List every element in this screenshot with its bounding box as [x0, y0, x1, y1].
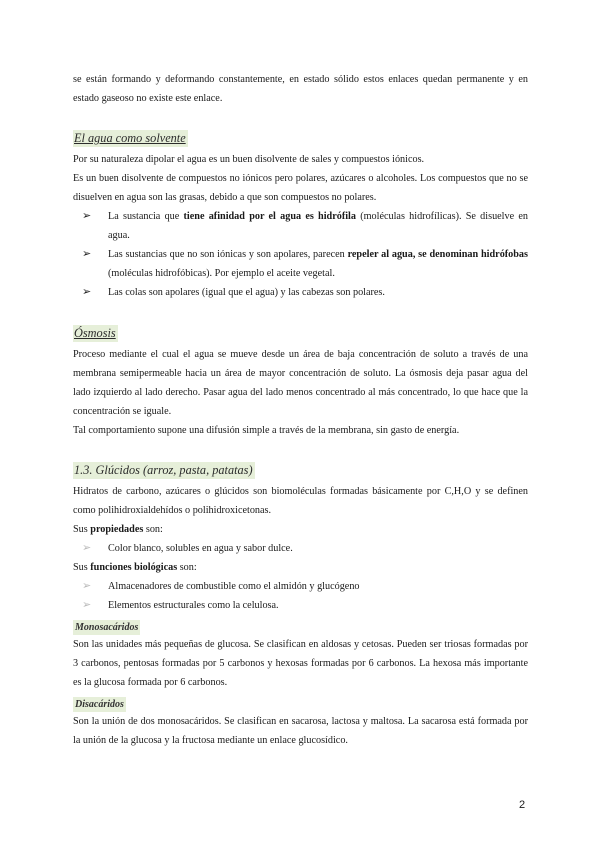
paragraph: Son las unidades más pequeñas de glucosa. Se clasifican en aldosas y cetosas. Pueden ser triosas formadas por 3 carbonos, pentosas formadas por 5 carbonos y hexosas formadas por 6 carbonos. La hexosa más importante es la glucosa formada por 6 carbonos.	[73, 639, 528, 688]
paragraph: Hidratos de carbono, azúcares o glúcidos son biomoléculas formadas básicamente por C,H,O y se definen como polihidroxialdehídos o polihidroxicetonas.	[73, 486, 528, 516]
list-item: ➢ Almacenadores de combustible como el almidón y glucógeno	[73, 577, 528, 596]
section-glucidos	[73, 461, 528, 479]
disacaridos-content	[73, 712, 528, 750]
arrow-bullet-icon: ➢	[82, 599, 92, 611]
intro-paragraph: se están formando y deformando constantemente, en estado sólido estos enlaces quedan permanente y en estado gaseoso no existe este enlace.	[73, 74, 528, 104]
subheading-disacaridos: Disacáridos	[75, 699, 124, 710]
list-item: ➢ Color blanco, solubles en agua y sabor dulce.	[73, 539, 528, 558]
monosacaridos-content	[73, 635, 528, 692]
osmosis-content	[73, 345, 528, 440]
section-osmosis	[73, 324, 528, 342]
arrow-bullet-icon: ➢	[82, 248, 92, 260]
list-item: ➢ La sustancia que tiene afinidad por el agua es hidrófila (moléculas hidrofílicas). Se disuelve en agua.	[73, 207, 528, 245]
paragraph: Sus funciones biológicas son:	[73, 562, 197, 573]
arrow-bullet-icon: ➢	[82, 542, 92, 554]
paragraph: Son la unión de dos monosacáridos. Se clasifican en sacarosa, lactosa y maltosa. La sacarosa está formada por la unión de la glucosa y la fructosa mediante un enlace glucosídico.	[73, 716, 528, 746]
list-item: ➢ Elementos estructurales como la celulosa.	[73, 596, 528, 615]
section-heading: El agua como solvente	[74, 131, 186, 145]
paragraph: Tal comportamiento supone una difusión simple a través de la membrana, sin gasto de energía.	[73, 425, 460, 436]
bullet-list	[73, 577, 528, 615]
section-agua-solvente	[73, 129, 528, 147]
bullet-list	[73, 207, 528, 302]
arrow-bullet-icon: ➢	[82, 286, 92, 298]
list-item: ➢ Las colas son apolares (igual que el agua) y las cabezas son polares.	[73, 283, 528, 302]
subheading-monosacaridos: Monosacáridos	[75, 622, 139, 633]
bullet-list	[73, 539, 528, 558]
agua-content	[73, 150, 528, 302]
list-item: ➢ Las sustancias que no son iónicas y son apolares, parecen repeler al agua, se denominan hidrófobas (moléculas hidrofóbicas). Por ejemplo el aceite vegetal.	[73, 245, 528, 283]
section-heading: 1.3. Glúcidos (arroz, pasta, patatas)	[74, 463, 253, 477]
arrow-bullet-icon: ➢	[82, 210, 92, 222]
section-heading: Ósmosis	[74, 326, 116, 340]
page-number: 2	[519, 799, 526, 811]
glucidos-content	[73, 482, 528, 615]
arrow-bullet-icon: ➢	[82, 580, 92, 592]
paragraph: Es un buen disolvente de compuestos no iónicos pero polares, azúcares o alcoholes. Los compuestos que no se disuelven en agua son las grasas, debido a que son compuestos no polares.	[73, 173, 528, 203]
paragraph: Sus propiedades son:	[73, 524, 163, 535]
paragraph: Por su naturaleza dipolar el agua es un buen disolvente de sales y compuestos iónicos.	[73, 154, 425, 165]
paragraph: Proceso mediante el cual el agua se mueve desde un área de baja concentración de soluto a través de una membrana semipermeable hacia un área de mayor concentración de soluto. La ósmosis deja pasar agua del lado izquierdo al lado derecho. Pasar agua del lado menos concentrado al más concentrado, lo que hace que la concentración se iguale.	[73, 349, 528, 417]
